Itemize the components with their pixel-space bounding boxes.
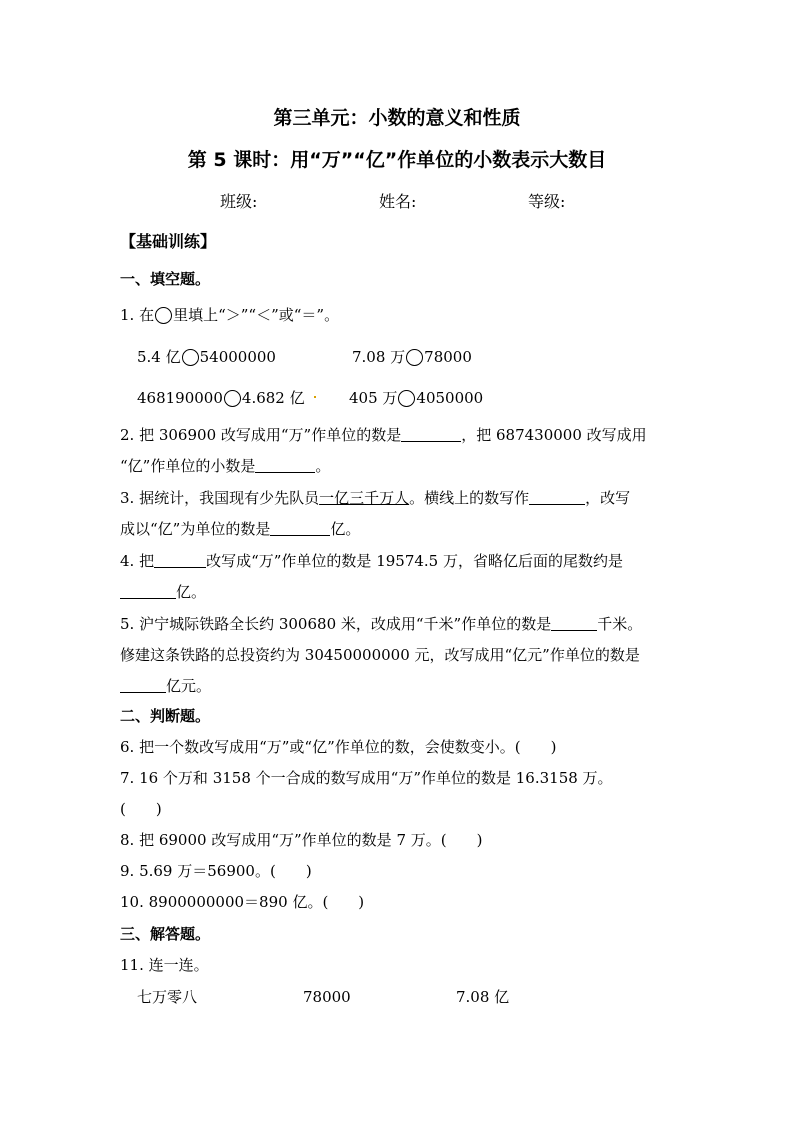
q3-blank-2[interactable] <box>270 519 330 536</box>
question-6: 6. 把一个数改写成用“万”或“亿”作单位的数，会使数变小。( ) <box>120 738 557 756</box>
q5-text-c: 亿元。 <box>166 677 212 695</box>
decorative-dot <box>314 396 316 398</box>
compare-circle-input[interactable] <box>224 390 241 407</box>
q1b-left: 7.08 万 <box>352 348 406 366</box>
lesson-subtitle: 第 5 课时：用“万”“亿”作单位的小数表示大数目 <box>187 149 607 171</box>
name-label: 姓名: <box>379 192 417 211</box>
question-7-line1: 7. 16 个万和 3158 个一合成的数写成用“万”作单位的数是 16.3158 万。 <box>120 769 613 787</box>
q2-text-b: ，把 687430000 改写成用 <box>461 426 647 444</box>
q2-blank-1[interactable] <box>401 425 461 442</box>
q1a-right: 54000000 <box>199 348 276 366</box>
q1c-left: 468190000 <box>137 389 223 407</box>
page-title: 第三单元：小数的意义和性质 <box>273 107 521 129</box>
q5-blank-2[interactable] <box>120 676 166 693</box>
match-item[interactable]: 78000 <box>303 988 351 1006</box>
question-5-line2: 修建这条铁路的总投资约为 30450000000 元，改写成用“亿元”作单位的数是 <box>120 646 640 664</box>
q5-text-b: 千米。 <box>597 615 643 633</box>
q3-underlined-text: 一亿三千万人 <box>319 489 410 507</box>
question-7-line2: ( ) <box>120 800 162 818</box>
match-item[interactable]: 七万零八 <box>137 988 198 1006</box>
section-heading-basic: 【基础训练】 <box>120 232 217 251</box>
question-10: 10. 8900000000＝890 亿。( ) <box>120 893 365 911</box>
q5-text-a: 5. 沪宁城际铁路全长约 300680 米，改成用“千米”作单位的数是 <box>120 615 552 633</box>
q1d-left: 405 万 <box>349 389 398 407</box>
q1-text-a: 1. 在 <box>120 306 155 324</box>
question-1 <box>120 305 339 325</box>
q4-text-b: 改写成“万”作单位的数是 19574.5 万，省略亿后面的尾数约是 <box>206 552 623 570</box>
question-3-line2 <box>120 519 360 539</box>
q5-blank-1[interactable] <box>551 614 597 631</box>
question-9: 9. 5.69 万＝56900。( ) <box>120 862 312 880</box>
question-8: 8. 把 69000 改写成用“万”作单位的数是 7 万。( ) <box>120 831 483 849</box>
q1-text-b: 里填上“＞”“＜”或“＝”。 <box>173 306 340 324</box>
q1b-right: 78000 <box>424 348 472 366</box>
q4-blank-2[interactable] <box>120 582 176 599</box>
q3-blank-1[interactable] <box>529 488 585 505</box>
q2-text-a: 2. 把 306900 改写成用“万”作单位的数是 <box>120 426 402 444</box>
q1d-right: 4050000 <box>416 389 484 407</box>
question-5-line3 <box>120 676 211 696</box>
q4-text-c: 亿。 <box>176 583 207 601</box>
q3-text-d: 成以“亿”为单位的数是 <box>120 520 271 538</box>
q1-item-d <box>349 388 483 408</box>
grade-label: 等级: <box>528 192 566 211</box>
match-item[interactable]: 7.08 亿 <box>456 988 510 1006</box>
question-2-line1 <box>120 425 647 445</box>
q1-item-b <box>352 347 472 367</box>
q2-text-d: 。 <box>315 457 331 475</box>
q1-item-a <box>137 347 276 367</box>
q1a-left: 5.4 亿 <box>137 348 181 366</box>
q3-text-b: 。横线上的数写作 <box>409 489 530 507</box>
q3-text-e: 亿。 <box>330 520 361 538</box>
class-label: 班级: <box>220 192 258 211</box>
q3-text-a: 3. 据统计，我国现有少先队员 <box>120 489 320 507</box>
question-2-line2 <box>120 456 330 476</box>
compare-circle-input[interactable] <box>406 349 423 366</box>
q2-blank-2[interactable] <box>255 456 315 473</box>
circle-placeholder-icon <box>155 307 172 324</box>
compare-circle-input[interactable] <box>182 349 199 366</box>
q2-text-c: “亿”作单位的小数是 <box>120 457 256 475</box>
question-3-line1 <box>120 488 630 508</box>
question-4-line2 <box>120 582 206 602</box>
q4-blank-1[interactable] <box>154 551 206 568</box>
q1c-right: 4.682 亿 <box>241 389 305 407</box>
part3-heading: 三、解答题。 <box>120 925 211 943</box>
part2-heading: 二、判断题。 <box>120 707 211 725</box>
question-11: 11. 连一连。 <box>120 956 209 974</box>
q4-text-a: 4. 把 <box>120 552 155 570</box>
q1-item-c <box>137 388 305 408</box>
part1-heading: 一、填空题。 <box>120 270 211 288</box>
q3-text-c: ，改写 <box>585 489 631 507</box>
question-4-line1 <box>120 551 623 571</box>
question-5-line1 <box>120 614 642 634</box>
compare-circle-input[interactable] <box>398 390 415 407</box>
